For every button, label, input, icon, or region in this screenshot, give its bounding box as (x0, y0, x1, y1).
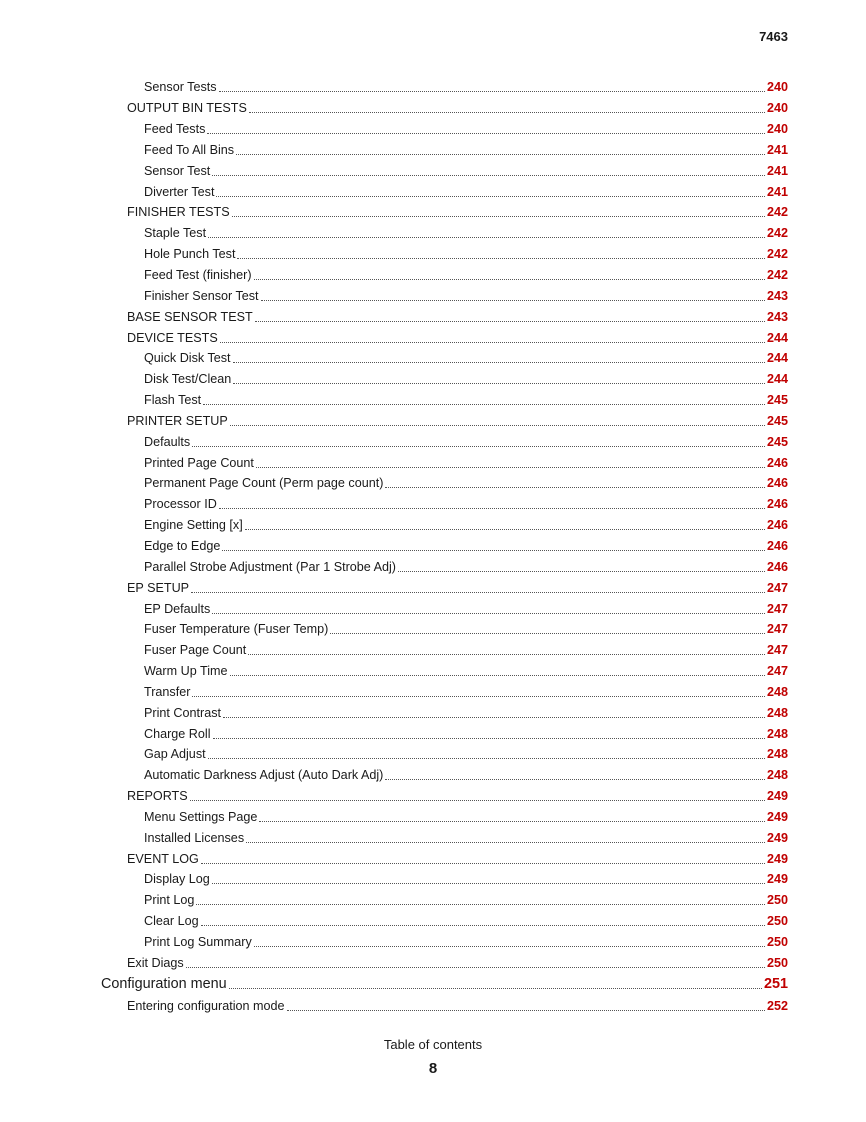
toc-dot-leader (330, 632, 765, 634)
toc-entry-page: 244 (766, 372, 788, 387)
toc-dot-leader (223, 716, 765, 718)
toc-entry-page: 248 (766, 768, 788, 783)
toc-entry-page: 244 (766, 330, 788, 345)
toc-dot-leader (201, 924, 765, 926)
toc-entry-title: EP Defaults (144, 601, 211, 616)
toc-entry[interactable] (0, 995, 866, 1016)
toc-dot-leader (398, 570, 765, 572)
toc-entry-title: Print Log (144, 893, 195, 908)
toc-entry-page: 247 (766, 580, 788, 595)
toc-entry[interactable] (0, 869, 866, 890)
toc-entry[interactable] (0, 202, 866, 223)
toc-entry-title: Display Log (144, 872, 210, 887)
toc-entry-title: Sensor Test (144, 163, 211, 178)
toc-entry-title: Clear Log (144, 914, 199, 929)
toc-entry[interactable] (0, 160, 866, 181)
toc-entry-page: 241 (766, 184, 788, 199)
toc-entry-title: Automatic Darkness Adjust (Auto Dark Adj) (144, 768, 384, 783)
toc-dot-leader (385, 486, 765, 488)
toc-entry-page: 242 (766, 205, 788, 220)
toc-entry[interactable] (0, 244, 866, 265)
toc-entry-page: 250 (766, 955, 788, 970)
toc-entry-page: 245 (766, 393, 788, 408)
toc-entry[interactable] (0, 369, 866, 390)
toc-entry-page: 240 (766, 80, 788, 95)
toc-entry-title: BASE SENSOR TEST (127, 309, 253, 324)
toc-entry-page: 246 (766, 455, 788, 470)
toc-entry-page: 249 (766, 789, 788, 804)
toc-entry[interactable] (0, 848, 866, 869)
toc-dot-leader (192, 445, 765, 447)
toc-entry-page: 246 (766, 538, 788, 553)
toc-entry[interactable] (0, 827, 866, 848)
toc-entry[interactable] (0, 786, 866, 807)
toc-dot-leader (213, 737, 765, 739)
toc-entry-title: REPORTS (127, 789, 188, 804)
toc-dot-leader (216, 195, 765, 197)
toc-dot-leader (254, 278, 765, 280)
toc-dot-leader (230, 424, 765, 426)
toc-dot-leader (254, 945, 765, 947)
toc-dot-leader (207, 132, 765, 134)
toc-dot-leader (212, 612, 765, 614)
toc-entry-title: Print Log Summary (144, 935, 252, 950)
toc-dot-leader (203, 403, 765, 405)
toc-entry-page: 241 (766, 142, 788, 157)
toc-entry-title: Finisher Sensor Test (144, 288, 259, 303)
toc-entry-page: 247 (766, 601, 788, 616)
toc-entry[interactable] (0, 348, 866, 369)
toc-entry-page: 245 (766, 434, 788, 449)
toc-entry-title: Warm Up Time (144, 664, 228, 679)
toc-entry-page: 247 (766, 622, 788, 637)
toc-entry[interactable] (0, 577, 866, 598)
toc-entry[interactable] (0, 932, 866, 953)
toc-entry-title: Feed Tests (144, 122, 206, 137)
toc-dot-leader (220, 341, 765, 343)
toc-entry[interactable] (0, 390, 866, 411)
toc-entry-title: Printed Page Count (144, 455, 254, 470)
toc-entry-page: 250 (766, 893, 788, 908)
toc-entry-title: Flash Test (144, 393, 202, 408)
toc-entry-title: Feed Test (finisher) (144, 268, 252, 283)
toc-entry[interactable] (0, 411, 866, 432)
toc-entry[interactable] (0, 431, 866, 452)
toc-entry-page: 242 (766, 247, 788, 262)
toc-entry-title: Gap Adjust (144, 747, 206, 762)
toc-dot-leader (191, 591, 765, 593)
toc-dot-leader (256, 466, 765, 468)
toc-entry-page: 249 (766, 809, 788, 824)
toc-dot-leader (232, 215, 765, 217)
toc-dot-leader (259, 820, 765, 822)
footer-page-number: 8 (428, 1060, 438, 1077)
toc-entry-title: Permanent Page Count (Perm page count) (144, 476, 384, 491)
toc-entry-page: 249 (766, 851, 788, 866)
toc-entry-title: Entering configuration mode (127, 998, 285, 1013)
toc-dot-leader (261, 299, 765, 301)
toc-dot-leader (222, 549, 765, 551)
toc-entry-page: 240 (766, 101, 788, 116)
toc-entry-title: Engine Setting [x] (144, 518, 243, 533)
toc-entry-page: 247 (766, 643, 788, 658)
toc-entry-title: DEVICE TESTS (127, 330, 218, 345)
toc-entry[interactable] (0, 807, 866, 828)
toc-entry[interactable] (0, 327, 866, 348)
toc-entry[interactable] (0, 640, 866, 661)
toc-dot-leader (246, 841, 765, 843)
toc-entry[interactable] (0, 452, 866, 473)
toc-entry-title: Parallel Strobe Adjustment (Par 1 Strobe Adj) (144, 559, 397, 574)
toc-entry-title: Staple Test (144, 226, 207, 241)
toc-entry-title: Feed To All Bins (144, 142, 235, 157)
toc-dot-leader (236, 153, 765, 155)
toc-dot-leader (230, 674, 765, 676)
toc-dot-leader (287, 1009, 765, 1011)
toc-entry-title: Edge to Edge (144, 538, 221, 553)
toc-entry-page: 246 (766, 518, 788, 533)
toc-entry-page: 246 (766, 559, 788, 574)
document-number: 7463 (759, 29, 788, 44)
toc-entry[interactable] (0, 952, 866, 973)
toc-entry[interactable] (0, 515, 866, 536)
toc-entry[interactable] (0, 556, 866, 577)
toc-dot-leader (186, 966, 765, 968)
toc-entry[interactable] (0, 119, 866, 140)
toc-dot-leader (208, 757, 765, 759)
toc-entry-page: 250 (766, 935, 788, 950)
toc-dot-leader (248, 653, 765, 655)
toc-entry[interactable] (0, 598, 866, 619)
toc-entry-title: OUTPUT BIN TESTS (127, 101, 247, 116)
toc-entry-title: Installed Licenses (144, 830, 245, 845)
toc-dot-leader (233, 382, 765, 384)
toc-entry-title: Disk Test/Clean (144, 372, 232, 387)
toc-entry-page: 247 (766, 664, 788, 679)
toc-dot-leader (196, 903, 765, 905)
toc-entry-page: 248 (766, 747, 788, 762)
table-of-contents (0, 77, 866, 1016)
toc-entry-page: 242 (766, 226, 788, 241)
toc-entry-title: Defaults (144, 434, 191, 449)
toc-entry-title: Configuration menu (101, 976, 227, 993)
toc-entry-title: PRINTER SETUP (127, 413, 228, 428)
toc-entry-page: 246 (766, 476, 788, 491)
toc-entry-page: 240 (766, 122, 788, 137)
toc-entry-page: 248 (766, 684, 788, 699)
toc-entry[interactable] (0, 681, 866, 702)
toc-entry[interactable] (0, 890, 866, 911)
toc-entry-page: 248 (766, 705, 788, 720)
toc-entry-title: Processor ID (144, 497, 217, 512)
footer-title: Table of contents (383, 1037, 483, 1052)
toc-dot-leader (245, 528, 765, 530)
toc-entry[interactable] (0, 494, 866, 515)
toc-dot-leader (249, 111, 765, 113)
toc-dot-leader (190, 799, 765, 801)
toc-dot-leader (219, 90, 765, 92)
toc-dot-leader (229, 987, 762, 989)
toc-entry-page: 243 (766, 309, 788, 324)
toc-entry-page: 252 (766, 998, 788, 1013)
toc-dot-leader (255, 320, 765, 322)
toc-entry[interactable] (0, 306, 866, 327)
toc-entry-title: FINISHER TESTS (127, 205, 230, 220)
toc-entry[interactable] (0, 98, 866, 119)
toc-entry-title: Charge Roll (144, 726, 211, 741)
toc-dot-leader (208, 236, 765, 238)
toc-entry[interactable] (0, 285, 866, 306)
toc-entry[interactable] (0, 723, 866, 744)
toc-entry-page: 242 (766, 268, 788, 283)
toc-entry[interactable] (0, 140, 866, 161)
toc-entry[interactable] (0, 702, 866, 723)
toc-entry-title: Transfer (144, 684, 191, 699)
toc-entry[interactable] (0, 77, 866, 98)
toc-dot-leader (212, 174, 765, 176)
toc-entry[interactable] (0, 223, 866, 244)
toc-entry[interactable] (0, 765, 866, 786)
toc-entry[interactable] (0, 911, 866, 932)
toc-entry-title: EVENT LOG (127, 851, 199, 866)
toc-entry-page: 250 (766, 914, 788, 929)
toc-entry-title: Menu Settings Page (144, 809, 258, 824)
toc-entry[interactable] (0, 181, 866, 202)
toc-dot-leader (385, 778, 765, 780)
toc-entry[interactable] (0, 265, 866, 286)
toc-entry-page: 248 (766, 726, 788, 741)
toc-entry-title: Fuser Temperature (Fuser Temp) (144, 622, 329, 637)
toc-entry-page: 245 (766, 413, 788, 428)
toc-entry[interactable] (0, 661, 866, 682)
toc-entry-page: 246 (766, 497, 788, 512)
toc-dot-leader (212, 882, 765, 884)
toc-entry[interactable] (0, 973, 866, 995)
toc-entry-title: Fuser Page Count (144, 643, 247, 658)
toc-entry-page: 249 (766, 830, 788, 845)
toc-entry-title: Quick Disk Test (144, 351, 231, 366)
toc-entry-title: EP SETUP (127, 580, 190, 595)
toc-entry-title: Print Contrast (144, 705, 221, 720)
toc-entry[interactable] (0, 744, 866, 765)
toc-dot-leader (219, 507, 765, 509)
toc-entry[interactable] (0, 473, 866, 494)
toc-entry-page: 244 (766, 351, 788, 366)
toc-entry-title: Diverter Test (144, 184, 215, 199)
toc-entry[interactable] (0, 536, 866, 557)
toc-entry-page: 249 (766, 872, 788, 887)
toc-entry-page: 241 (766, 163, 788, 178)
toc-dot-leader (233, 361, 765, 363)
toc-entry-title: Hole Punch Test (144, 247, 236, 262)
toc-entry-title: Sensor Tests (144, 80, 217, 95)
toc-entry[interactable] (0, 619, 866, 640)
toc-dot-leader (201, 862, 765, 864)
toc-dot-leader (192, 695, 765, 697)
toc-entry-page: 243 (766, 288, 788, 303)
toc-entry-title: Exit Diags (127, 955, 184, 970)
toc-entry-page: 251 (763, 976, 788, 993)
toc-dot-leader (237, 257, 765, 259)
